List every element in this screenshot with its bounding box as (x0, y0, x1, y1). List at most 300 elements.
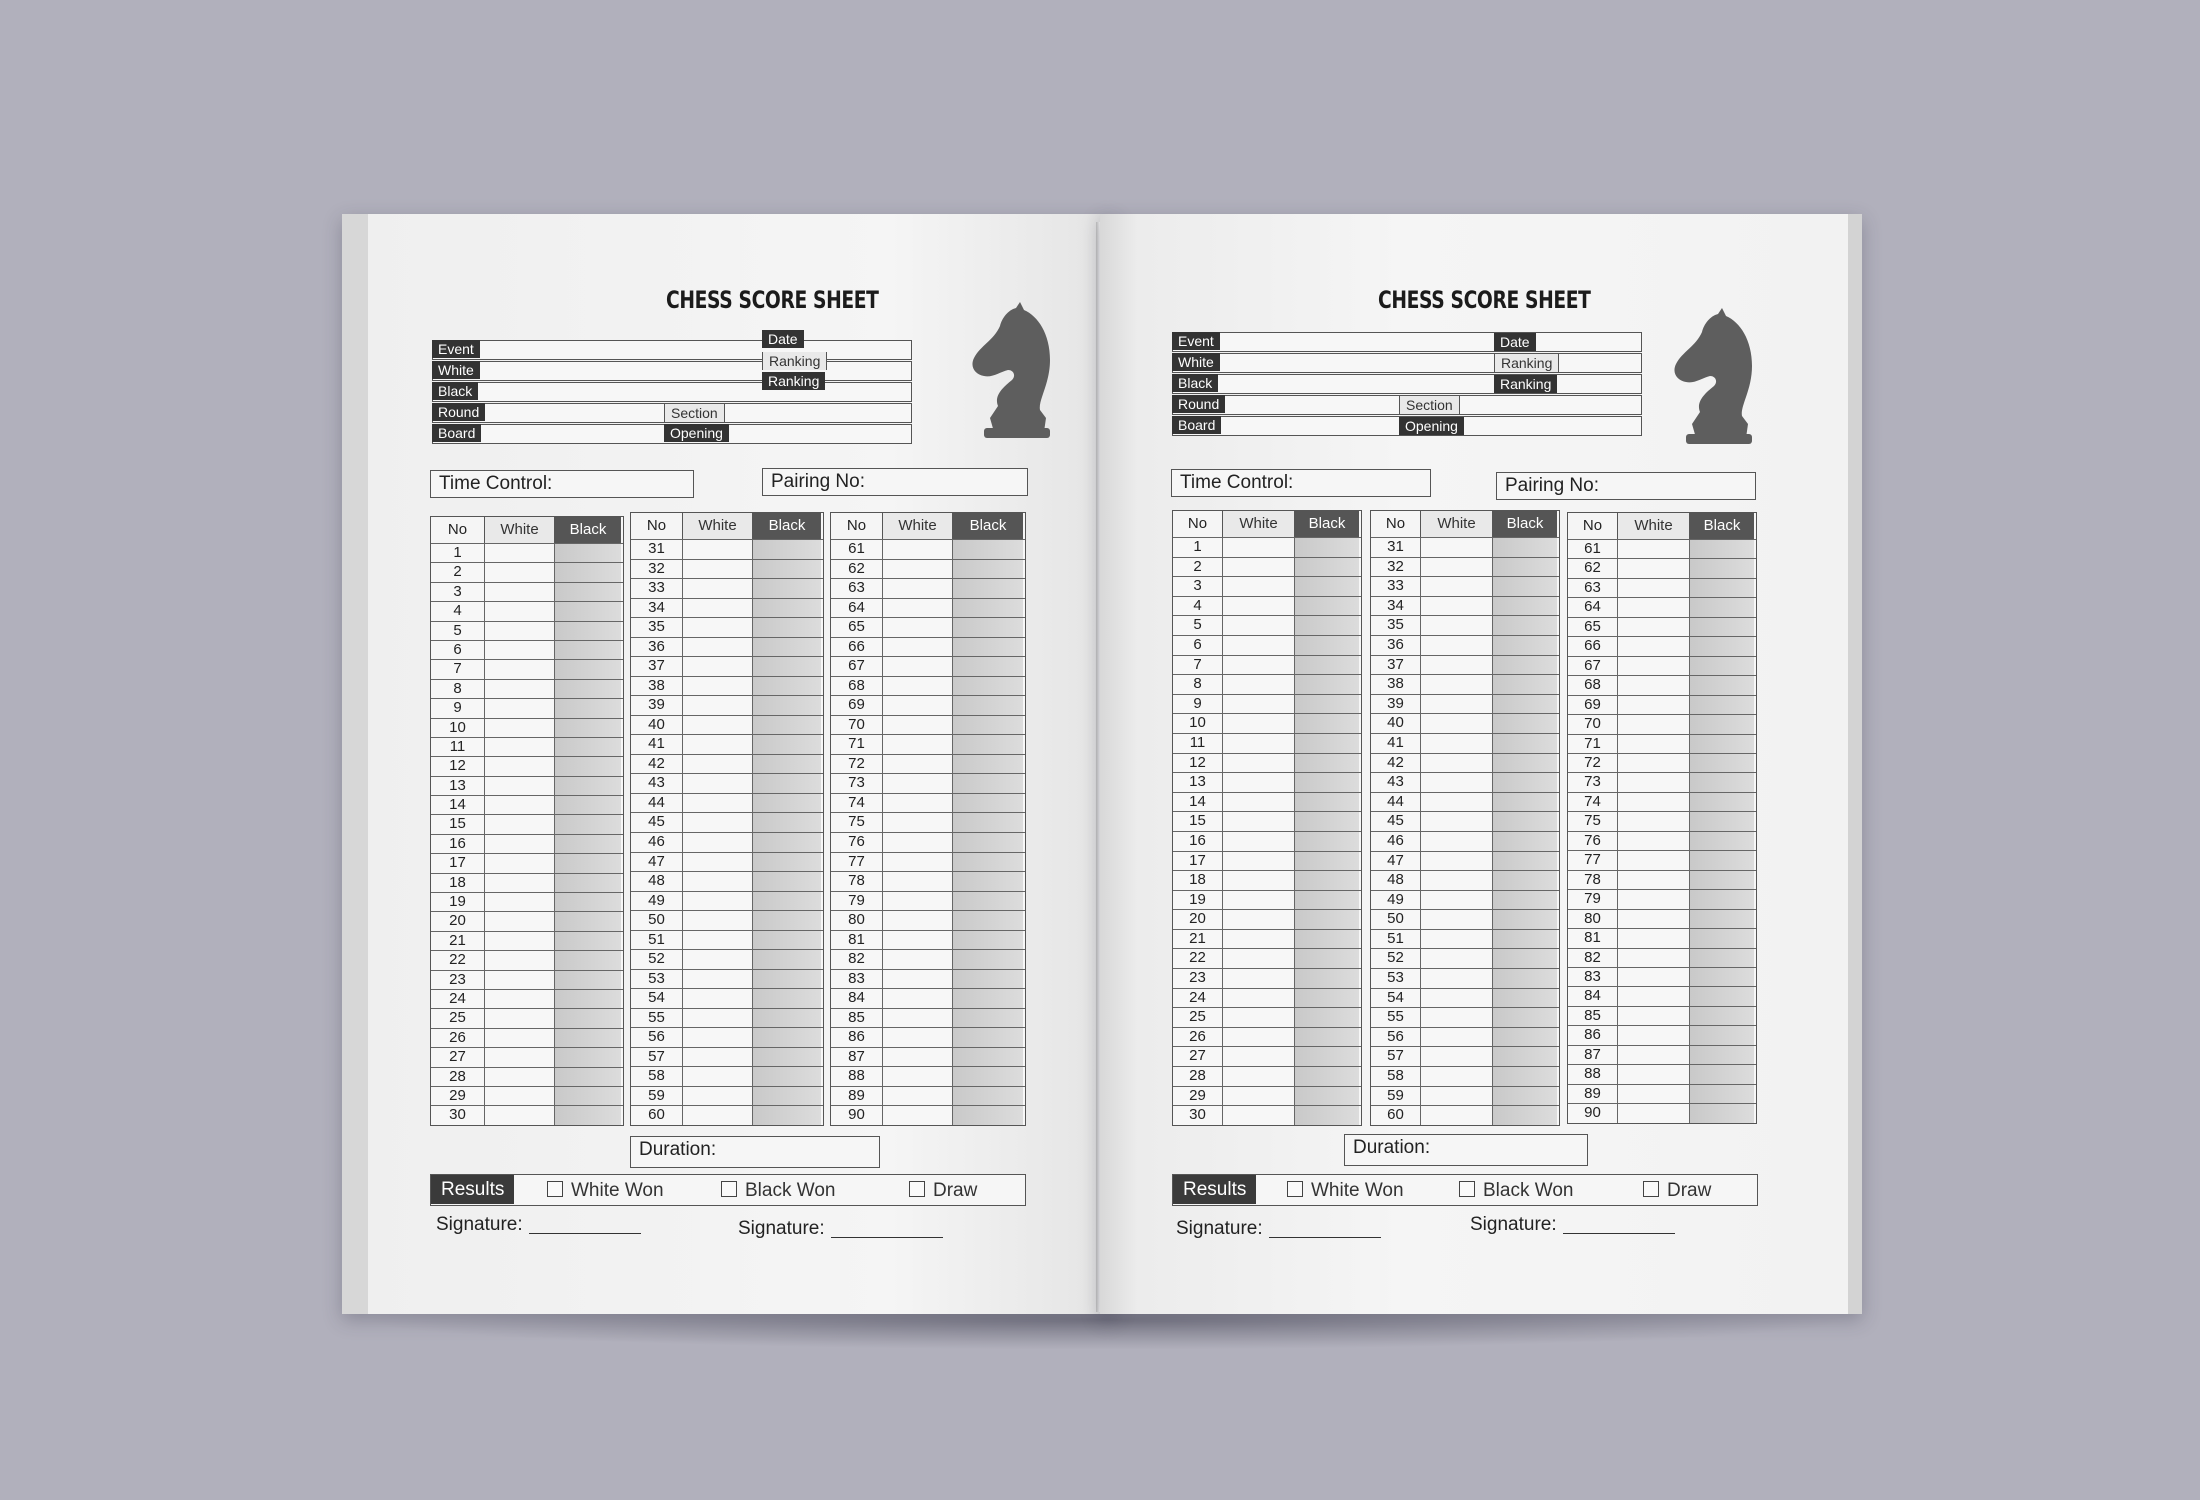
black-move-cell[interactable] (1690, 1007, 1754, 1025)
white-move-cell[interactable] (883, 794, 953, 813)
black-move-cell[interactable] (953, 911, 1023, 930)
black-move-cell[interactable] (753, 755, 821, 774)
white-move-cell[interactable] (683, 638, 753, 657)
white-move-cell[interactable] (1618, 637, 1690, 655)
white-move-cell[interactable] (883, 560, 953, 579)
black-move-cell[interactable] (1690, 871, 1754, 889)
black-move-cell[interactable] (753, 560, 821, 579)
black-move-cell[interactable] (1493, 969, 1557, 988)
white-move-cell[interactable] (883, 1106, 953, 1125)
white-move-cell[interactable] (485, 990, 555, 1008)
black-move-cell[interactable] (1690, 793, 1754, 811)
black-move-cell[interactable] (953, 560, 1023, 579)
white-move-cell[interactable] (1421, 577, 1493, 596)
black-move-cell[interactable] (1295, 734, 1359, 753)
black-move-cell[interactable] (1493, 812, 1557, 831)
black-move-cell[interactable] (555, 660, 621, 678)
white-move-cell[interactable] (883, 1067, 953, 1086)
black-move-cell[interactable] (1295, 1087, 1359, 1106)
white-won-option[interactable] (1287, 1179, 1404, 1203)
black-move-cell[interactable] (1295, 656, 1359, 675)
black-move-cell[interactable] (753, 1106, 821, 1125)
black-move-cell[interactable] (953, 540, 1023, 559)
black-move-cell[interactable] (1690, 832, 1754, 850)
white-move-cell[interactable] (485, 757, 555, 775)
black-move-cell[interactable] (953, 950, 1023, 969)
black-move-cell[interactable] (1493, 656, 1557, 675)
signature-black[interactable] (738, 1218, 943, 1240)
black-move-cell[interactable] (555, 951, 621, 969)
black-move-cell[interactable] (1295, 812, 1359, 831)
black-move-cell[interactable] (753, 1087, 821, 1106)
white-move-cell[interactable] (485, 1048, 555, 1066)
white-move-cell[interactable] (683, 853, 753, 872)
black-move-cell[interactable] (1295, 969, 1359, 988)
white-move-cell[interactable] (1618, 598, 1690, 616)
black-move-cell[interactable] (753, 638, 821, 657)
black-won-option[interactable] (1459, 1179, 1573, 1203)
black-move-cell[interactable] (555, 1087, 621, 1105)
white-move-cell[interactable] (1223, 616, 1295, 635)
black-move-cell[interactable] (1690, 715, 1754, 733)
white-move-cell[interactable] (485, 835, 555, 853)
white-move-cell[interactable] (1618, 559, 1690, 577)
white-move-cell[interactable] (1421, 675, 1493, 694)
black-move-cell[interactable] (1295, 891, 1359, 910)
black-move-cell[interactable] (953, 970, 1023, 989)
black-move-cell[interactable] (1493, 675, 1557, 694)
white-move-cell[interactable] (683, 560, 753, 579)
black-move-cell[interactable] (953, 755, 1023, 774)
black-move-cell[interactable] (1493, 636, 1557, 655)
black-move-cell[interactable] (953, 1087, 1023, 1106)
white-move-cell[interactable] (1223, 636, 1295, 655)
black-move-cell[interactable] (1690, 812, 1754, 830)
white-move-cell[interactable] (683, 970, 753, 989)
black-move-cell[interactable] (953, 618, 1023, 637)
black-move-cell[interactable] (1295, 714, 1359, 733)
black-move-cell[interactable] (555, 1048, 621, 1066)
checkbox-icon[interactable] (1643, 1181, 1659, 1197)
white-move-cell[interactable] (883, 540, 953, 559)
black-move-cell[interactable] (953, 892, 1023, 911)
white-move-cell[interactable] (1421, 949, 1493, 968)
black-move-cell[interactable] (1493, 989, 1557, 1008)
black-move-cell[interactable] (555, 1106, 621, 1124)
white-move-cell[interactable] (1223, 1067, 1295, 1086)
black-move-cell[interactable] (1690, 1026, 1754, 1044)
black-move-cell[interactable] (1295, 930, 1359, 949)
black-move-cell[interactable] (1295, 1008, 1359, 1027)
black-move-cell[interactable] (555, 835, 621, 853)
black-move-cell[interactable] (1690, 735, 1754, 753)
white-move-cell[interactable] (485, 622, 555, 640)
black-move-cell[interactable] (1295, 538, 1359, 557)
checkbox-icon[interactable] (1287, 1181, 1303, 1197)
white-move-cell[interactable] (485, 563, 555, 581)
white-move-cell[interactable] (1421, 1047, 1493, 1066)
white-move-cell[interactable] (1618, 1046, 1690, 1064)
event-field[interactable] (1172, 332, 1642, 352)
black-won-option[interactable] (721, 1179, 835, 1203)
white-move-cell[interactable] (1618, 773, 1690, 791)
black-move-cell[interactable] (1690, 540, 1754, 558)
black-move-cell[interactable] (753, 677, 821, 696)
black-move-cell[interactable] (753, 579, 821, 598)
white-move-cell[interactable] (1618, 1026, 1690, 1044)
white-move-cell[interactable] (1618, 754, 1690, 772)
black-move-cell[interactable] (753, 989, 821, 1008)
white-move-cell[interactable] (683, 657, 753, 676)
black-move-cell[interactable] (1690, 773, 1754, 791)
white-move-cell[interactable] (1223, 695, 1295, 714)
white-move-cell[interactable] (683, 1048, 753, 1067)
white-move-cell[interactable] (883, 716, 953, 735)
black-move-cell[interactable] (753, 774, 821, 793)
white-move-cell[interactable] (1223, 793, 1295, 812)
white-won-option[interactable] (547, 1179, 664, 1203)
white-move-cell[interactable] (1421, 656, 1493, 675)
black-move-cell[interactable] (753, 813, 821, 832)
black-move-cell[interactable] (555, 777, 621, 795)
white-move-cell[interactable] (883, 677, 953, 696)
black-move-cell[interactable] (1493, 1106, 1557, 1125)
black-move-cell[interactable] (1493, 1008, 1557, 1027)
white-move-cell[interactable] (1223, 1008, 1295, 1027)
black-move-cell[interactable] (1295, 597, 1359, 616)
black-move-cell[interactable] (555, 815, 621, 833)
white-move-cell[interactable] (485, 699, 555, 717)
white-move-cell[interactable] (1421, 734, 1493, 753)
white-field[interactable] (1172, 353, 1642, 373)
white-move-cell[interactable] (1421, 871, 1493, 890)
white-move-cell[interactable] (1421, 832, 1493, 851)
white-move-cell[interactable] (485, 738, 555, 756)
white-move-cell[interactable] (485, 660, 555, 678)
black-move-cell[interactable] (1493, 910, 1557, 929)
white-move-cell[interactable] (683, 716, 753, 735)
signature-white[interactable] (436, 1214, 641, 1236)
white-move-cell[interactable] (683, 677, 753, 696)
white-move-cell[interactable] (1421, 754, 1493, 773)
black-move-cell[interactable] (953, 599, 1023, 618)
white-move-cell[interactable] (883, 989, 953, 1008)
white-move-cell[interactable] (1421, 714, 1493, 733)
white-move-cell[interactable] (683, 1067, 753, 1086)
white-move-cell[interactable] (1223, 1047, 1295, 1066)
black-move-cell[interactable] (1690, 637, 1754, 655)
black-move-cell[interactable] (1493, 597, 1557, 616)
black-move-cell[interactable] (753, 1028, 821, 1047)
white-move-cell[interactable] (485, 796, 555, 814)
black-move-cell[interactable] (953, 1048, 1023, 1067)
white-move-cell[interactable] (1618, 1007, 1690, 1025)
black-move-cell[interactable] (1493, 1067, 1557, 1086)
white-move-cell[interactable] (683, 1009, 753, 1028)
white-move-cell[interactable] (683, 618, 753, 637)
white-move-cell[interactable] (883, 931, 953, 950)
black-move-cell[interactable] (1493, 695, 1557, 714)
black-move-cell[interactable] (1493, 1028, 1557, 1047)
white-move-cell[interactable] (485, 1106, 555, 1124)
white-move-cell[interactable] (1618, 987, 1690, 1005)
black-move-cell[interactable] (555, 796, 621, 814)
white-move-cell[interactable] (883, 813, 953, 832)
black-move-cell[interactable] (753, 833, 821, 852)
white-move-cell[interactable] (485, 1009, 555, 1027)
black-move-cell[interactable] (555, 622, 621, 640)
white-move-cell[interactable] (1618, 890, 1690, 908)
white-move-cell[interactable] (1421, 1087, 1493, 1106)
white-move-cell[interactable] (485, 1068, 555, 1086)
white-move-cell[interactable] (883, 755, 953, 774)
black-move-cell[interactable] (555, 719, 621, 737)
white-move-cell[interactable] (1618, 696, 1690, 714)
white-move-cell[interactable] (485, 641, 555, 659)
black-move-cell[interactable] (953, 813, 1023, 832)
black-move-cell[interactable] (753, 1009, 821, 1028)
white-move-cell[interactable] (1618, 871, 1690, 889)
black-move-cell[interactable] (1690, 696, 1754, 714)
black-move-cell[interactable] (1493, 754, 1557, 773)
white-move-cell[interactable] (1223, 1106, 1295, 1125)
white-move-cell[interactable] (1618, 1065, 1690, 1083)
black-move-cell[interactable] (1295, 558, 1359, 577)
white-move-cell[interactable] (1618, 715, 1690, 733)
white-move-cell[interactable] (485, 874, 555, 892)
white-move-cell[interactable] (883, 1087, 953, 1106)
white-move-cell[interactable] (883, 657, 953, 676)
draw-option[interactable] (1643, 1179, 1711, 1203)
white-move-cell[interactable] (683, 872, 753, 891)
black-move-cell[interactable] (555, 912, 621, 930)
black-move-cell[interactable] (555, 602, 621, 620)
signature-black[interactable] (1470, 1214, 1675, 1236)
white-move-cell[interactable] (485, 951, 555, 969)
black-move-cell[interactable] (953, 794, 1023, 813)
white-move-cell[interactable] (1421, 812, 1493, 831)
black-move-cell[interactable] (753, 657, 821, 676)
white-move-cell[interactable] (1223, 969, 1295, 988)
signature-white[interactable] (1176, 1218, 1381, 1240)
white-move-cell[interactable] (1223, 989, 1295, 1008)
white-move-cell[interactable] (1618, 579, 1690, 597)
black-move-cell[interactable] (953, 716, 1023, 735)
white-move-cell[interactable] (1223, 558, 1295, 577)
white-move-cell[interactable] (485, 912, 555, 930)
white-move-cell[interactable] (485, 583, 555, 601)
white-move-cell[interactable] (1421, 616, 1493, 635)
black-move-cell[interactable] (1690, 987, 1754, 1005)
black-move-cell[interactable] (555, 990, 621, 1008)
black-move-cell[interactable] (555, 641, 621, 659)
duration-field[interactable]: Duration: (630, 1136, 880, 1168)
black-move-cell[interactable] (1295, 832, 1359, 851)
black-move-cell[interactable] (1493, 577, 1557, 596)
black-move-cell[interactable] (1295, 754, 1359, 773)
white-move-cell[interactable] (1421, 1106, 1493, 1125)
black-move-cell[interactable] (1295, 989, 1359, 1008)
black-move-cell[interactable] (1295, 910, 1359, 929)
white-move-cell[interactable] (1223, 597, 1295, 616)
black-move-cell[interactable] (1295, 852, 1359, 871)
event-field[interactable] (432, 340, 912, 360)
white-move-cell[interactable] (1421, 1028, 1493, 1047)
white-move-cell[interactable] (883, 872, 953, 891)
white-move-cell[interactable] (485, 680, 555, 698)
white-move-cell[interactable] (1223, 930, 1295, 949)
black-move-cell[interactable] (753, 794, 821, 813)
black-move-cell[interactable] (1295, 1106, 1359, 1125)
time-control-field[interactable]: Time Control: (1171, 469, 1431, 497)
black-move-cell[interactable] (753, 970, 821, 989)
black-move-cell[interactable] (555, 1029, 621, 1047)
black-move-cell[interactable] (753, 950, 821, 969)
black-move-cell[interactable] (555, 893, 621, 911)
white-move-cell[interactable] (1618, 1085, 1690, 1103)
white-move-cell[interactable] (1223, 871, 1295, 890)
black-move-cell[interactable] (953, 735, 1023, 754)
white-move-cell[interactable] (1421, 969, 1493, 988)
black-move-cell[interactable] (1295, 773, 1359, 792)
black-move-cell[interactable] (1295, 577, 1359, 596)
white-move-cell[interactable] (683, 579, 753, 598)
white-move-cell[interactable] (1223, 812, 1295, 831)
black-move-cell[interactable] (1493, 930, 1557, 949)
white-move-cell[interactable] (1421, 852, 1493, 871)
black-move-cell[interactable] (1690, 618, 1754, 636)
black-move-cell[interactable] (1493, 538, 1557, 557)
white-move-cell[interactable] (485, 815, 555, 833)
white-move-cell[interactable] (883, 853, 953, 872)
black-move-cell[interactable] (753, 853, 821, 872)
white-move-cell[interactable] (683, 1106, 753, 1125)
black-move-cell[interactable] (753, 872, 821, 891)
white-move-cell[interactable] (1223, 891, 1295, 910)
white-move-cell[interactable] (1421, 558, 1493, 577)
black-move-cell[interactable] (555, 680, 621, 698)
black-move-cell[interactable] (1493, 871, 1557, 890)
black-move-cell[interactable] (753, 540, 821, 559)
black-move-cell[interactable] (555, 563, 621, 581)
pairing-no-field[interactable]: Pairing No: (1496, 472, 1756, 500)
white-move-cell[interactable] (883, 1009, 953, 1028)
white-move-cell[interactable] (1421, 793, 1493, 812)
white-move-cell[interactable] (883, 950, 953, 969)
time-control-field[interactable]: Time Control: (430, 470, 694, 498)
white-move-cell[interactable] (683, 950, 753, 969)
black-move-cell[interactable] (1690, 1104, 1754, 1122)
white-move-cell[interactable] (1223, 714, 1295, 733)
white-move-cell[interactable] (485, 893, 555, 911)
black-move-cell[interactable] (953, 872, 1023, 891)
black-move-cell[interactable] (1295, 616, 1359, 635)
duration-field[interactable]: Duration: (1344, 1134, 1588, 1166)
black-move-cell[interactable] (555, 1068, 621, 1086)
black-move-cell[interactable] (1690, 676, 1754, 694)
white-move-cell[interactable] (1618, 910, 1690, 928)
white-move-cell[interactable] (1223, 1028, 1295, 1047)
white-move-cell[interactable] (1223, 1087, 1295, 1106)
black-move-cell[interactable] (1295, 675, 1359, 694)
white-move-cell[interactable] (883, 970, 953, 989)
black-move-cell[interactable] (555, 738, 621, 756)
black-move-cell[interactable] (1493, 793, 1557, 812)
white-move-cell[interactable] (1421, 597, 1493, 616)
white-move-cell[interactable] (1223, 656, 1295, 675)
black-move-cell[interactable] (555, 854, 621, 872)
white-move-cell[interactable] (883, 696, 953, 715)
black-move-cell[interactable] (753, 599, 821, 618)
black-move-cell[interactable] (1295, 1047, 1359, 1066)
black-move-cell[interactable] (953, 833, 1023, 852)
white-move-cell[interactable] (1421, 891, 1493, 910)
white-move-cell[interactable] (1618, 1104, 1690, 1122)
black-move-cell[interactable] (1690, 968, 1754, 986)
black-move-cell[interactable] (1493, 1087, 1557, 1106)
black-move-cell[interactable] (953, 1009, 1023, 1028)
white-move-cell[interactable] (1421, 910, 1493, 929)
black-move-cell[interactable] (1690, 598, 1754, 616)
black-move-cell[interactable] (1295, 949, 1359, 968)
white-move-cell[interactable] (1223, 675, 1295, 694)
white-move-cell[interactable] (1223, 577, 1295, 596)
white-move-cell[interactable] (683, 989, 753, 1008)
white-move-cell[interactable] (1618, 676, 1690, 694)
black-move-cell[interactable] (1493, 773, 1557, 792)
checkbox-icon[interactable] (547, 1181, 563, 1197)
checkbox-icon[interactable] (909, 1181, 925, 1197)
black-move-cell[interactable] (1295, 871, 1359, 890)
white-move-cell[interactable] (683, 813, 753, 832)
black-move-cell[interactable] (1690, 1065, 1754, 1083)
white-move-cell[interactable] (1618, 968, 1690, 986)
black-move-cell[interactable] (753, 892, 821, 911)
white-move-cell[interactable] (883, 618, 953, 637)
white-move-cell[interactable] (1618, 851, 1690, 869)
black-move-cell[interactable] (1493, 714, 1557, 733)
black-field[interactable] (432, 382, 912, 402)
black-move-cell[interactable] (555, 544, 621, 562)
black-move-cell[interactable] (1690, 949, 1754, 967)
white-move-cell[interactable] (683, 755, 753, 774)
white-move-cell[interactable] (1223, 754, 1295, 773)
white-move-cell[interactable] (1618, 540, 1690, 558)
white-move-cell[interactable] (883, 1028, 953, 1047)
white-field[interactable] (432, 361, 912, 381)
white-move-cell[interactable] (1618, 793, 1690, 811)
white-move-cell[interactable] (883, 735, 953, 754)
black-move-cell[interactable] (555, 971, 621, 989)
white-move-cell[interactable] (883, 638, 953, 657)
white-move-cell[interactable] (883, 911, 953, 930)
white-move-cell[interactable] (1223, 538, 1295, 557)
black-move-cell[interactable] (1690, 1046, 1754, 1064)
white-move-cell[interactable] (883, 599, 953, 618)
white-move-cell[interactable] (1421, 930, 1493, 949)
black-move-cell[interactable] (1690, 929, 1754, 947)
white-move-cell[interactable] (683, 1087, 753, 1106)
black-move-cell[interactable] (953, 579, 1023, 598)
white-move-cell[interactable] (683, 735, 753, 754)
black-move-cell[interactable] (753, 1067, 821, 1086)
white-move-cell[interactable] (683, 540, 753, 559)
black-move-cell[interactable] (555, 874, 621, 892)
black-move-cell[interactable] (1493, 616, 1557, 635)
white-move-cell[interactable] (485, 1029, 555, 1047)
black-move-cell[interactable] (555, 757, 621, 775)
black-move-cell[interactable] (953, 1028, 1023, 1047)
